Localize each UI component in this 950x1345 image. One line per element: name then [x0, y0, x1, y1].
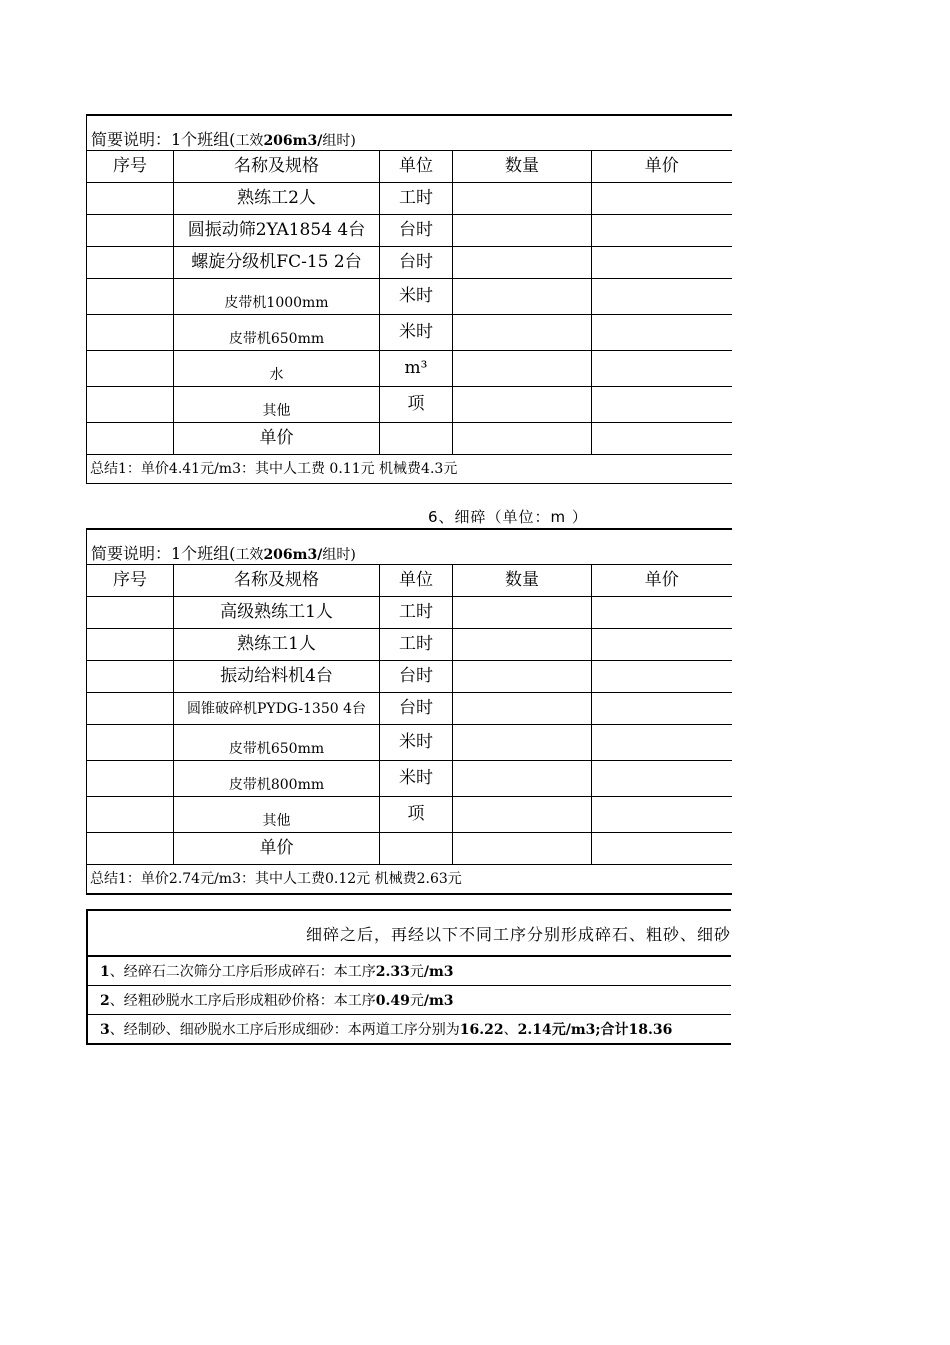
summary-line: 总结1：单价2.74元/m3：其中人工费0.12元 机械费2.63元: [87, 865, 732, 895]
name-cell: 其他: [174, 387, 380, 423]
brief-note: 简要说明：1个班组(工效206m3/组时): [87, 115, 732, 151]
price-cell: [592, 833, 732, 865]
table-header-row: [87, 565, 732, 597]
price-cell: [592, 183, 732, 215]
qty-cell: [453, 315, 592, 351]
qty-cell: [453, 629, 592, 661]
header-name: 名称及规格: [174, 565, 380, 597]
list-item: [87, 1015, 731, 1045]
price-cell: [592, 629, 732, 661]
seq-cell: [87, 247, 174, 279]
process-heading: 细碎之后，再经以下不同工序分别形成碎石、粗砂、细砂: [87, 910, 731, 956]
unit-cell: 米时: [380, 725, 453, 761]
price-cell: [592, 797, 732, 833]
name-cell: 螺旋分级机FC-15 2台: [174, 247, 380, 279]
qty-cell: [453, 693, 592, 725]
name-cell: 皮带机650mm: [174, 315, 380, 351]
table-row: [87, 215, 732, 247]
qty-cell: [453, 247, 592, 279]
table-row: [87, 661, 732, 693]
table-row: [87, 351, 732, 387]
seq-cell: [87, 387, 174, 423]
header-seq: 序号: [87, 565, 174, 597]
seq-cell: [87, 597, 174, 629]
header-unit: 单位: [380, 565, 453, 597]
seq-cell: [87, 315, 174, 351]
table-row: [87, 423, 732, 455]
qty-cell: [453, 761, 592, 797]
table-row: [87, 693, 732, 725]
price-cell: [592, 693, 732, 725]
process-item: 2、经粗砂脱水工序后形成粗砂价格：本工序0.49元/m3: [87, 986, 731, 1015]
price-cell: [592, 761, 732, 797]
header-name: 名称及规格: [174, 151, 380, 183]
qty-cell: [453, 215, 592, 247]
table-header-row: [87, 151, 732, 183]
price-cell: [592, 597, 732, 629]
qty-cell: [453, 661, 592, 693]
brief-note: 简要说明：1个班组(工效206m3/组时): [87, 529, 732, 565]
unit-cell: 工时: [380, 597, 453, 629]
header-unit: 单位: [380, 151, 453, 183]
unit-cell: 工时: [380, 629, 453, 661]
header-seq: 序号: [87, 151, 174, 183]
unit-cell: 工时: [380, 183, 453, 215]
name-cell: 振动给料机4台: [174, 661, 380, 693]
seq-cell: [87, 761, 174, 797]
table-row: [87, 761, 732, 797]
unit-cell: 台时: [380, 247, 453, 279]
table-row: [87, 315, 732, 351]
name-cell: 皮带机1000mm: [174, 279, 380, 315]
seq-cell: [87, 215, 174, 247]
price-cell: [592, 423, 732, 455]
unit-cell: 台时: [380, 215, 453, 247]
unit-cell: 台时: [380, 693, 453, 725]
qty-cell: [453, 387, 592, 423]
header-price: 单价: [592, 151, 732, 183]
table-row: [87, 247, 732, 279]
table-row: [87, 387, 732, 423]
seq-cell: [87, 797, 174, 833]
table-row: [87, 797, 732, 833]
price-cell: [592, 315, 732, 351]
table-row: [87, 725, 732, 761]
process-item: 1、经碎石二次筛分工序后形成碎石：本工序2.33元/m3: [87, 956, 731, 986]
fine-crushing-cost-table: [86, 528, 732, 895]
seq-cell: [87, 279, 174, 315]
list-item: [87, 986, 731, 1015]
section-heading: 6、细碎（单位：m ）: [428, 508, 588, 526]
unit-cell: 米时: [380, 279, 453, 315]
table-row: [87, 183, 732, 215]
price-cell: [592, 215, 732, 247]
qty-cell: [453, 597, 592, 629]
unit-cell: 项: [380, 797, 453, 833]
list-item: [87, 956, 731, 986]
price-cell: [592, 247, 732, 279]
name-cell: 水: [174, 351, 380, 387]
process-item: 3、经制砂、细砂脱水工序后形成细砂：本两道工序分别为16.22、2.14元/m3;合计18.36: [87, 1015, 731, 1045]
name-cell: 圆振动筛2YA1854 4台: [174, 215, 380, 247]
table-row: [87, 833, 732, 865]
qty-cell: [453, 279, 592, 315]
summary-line: 总结1：单价4.41元/m3：其中人工费 0.11元 机械费4.3元: [87, 455, 732, 484]
unit-cell: 米时: [380, 761, 453, 797]
name-cell: 皮带机650mm: [174, 725, 380, 761]
header-qty: 数量: [453, 565, 592, 597]
seq-cell: [87, 661, 174, 693]
seq-cell: [87, 725, 174, 761]
unit-cell: 米时: [380, 315, 453, 351]
qty-cell: [453, 797, 592, 833]
qty-cell: [453, 725, 592, 761]
name-cell: 皮带机800mm: [174, 761, 380, 797]
name-cell: 熟练工1人: [174, 629, 380, 661]
name-cell: 高级熟练工1人: [174, 597, 380, 629]
seq-cell: [87, 833, 174, 865]
unit-cell: 台时: [380, 661, 453, 693]
name-cell: 单价: [174, 423, 380, 455]
qty-cell: [453, 833, 592, 865]
header-price: 单价: [592, 565, 732, 597]
price-cell: [592, 279, 732, 315]
seq-cell: [87, 351, 174, 387]
price-cell: [592, 661, 732, 693]
price-cell: [592, 725, 732, 761]
name-cell: 单价: [174, 833, 380, 865]
name-cell: 圆锥破碎机PYDG-1350 4台: [174, 693, 380, 725]
header-qty: 数量: [453, 151, 592, 183]
price-cell: [592, 351, 732, 387]
name-cell: 熟练工2人: [174, 183, 380, 215]
unit-cell: [380, 423, 453, 455]
name-cell: 其他: [174, 797, 380, 833]
post-crushing-process-box: [86, 909, 731, 1045]
unit-cell: m³: [380, 351, 453, 387]
price-cell: [592, 387, 732, 423]
unit-cell: [380, 833, 453, 865]
seq-cell: [87, 423, 174, 455]
qty-cell: [453, 351, 592, 387]
qty-cell: [453, 183, 592, 215]
table-row: [87, 597, 732, 629]
seq-cell: [87, 183, 174, 215]
table-row: [87, 279, 732, 315]
screening-cost-table: [86, 114, 732, 484]
seq-cell: [87, 693, 174, 725]
seq-cell: [87, 629, 174, 661]
unit-cell: 项: [380, 387, 453, 423]
table-row: [87, 629, 732, 661]
qty-cell: [453, 423, 592, 455]
